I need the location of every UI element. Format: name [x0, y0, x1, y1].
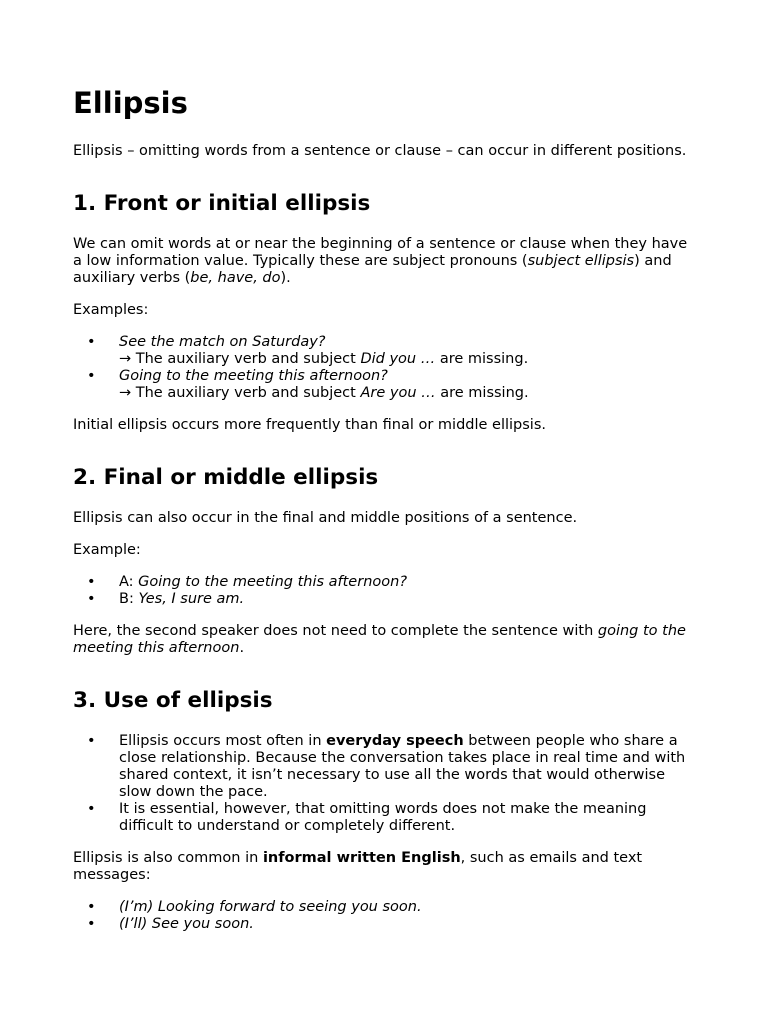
front-ellipsis-paragraph	[73, 236, 698, 287]
bullet-icon: •	[87, 916, 96, 932]
bullet-icon: •	[87, 334, 96, 350]
speaker-label: B:	[119, 591, 139, 607]
bold-run: informal written English	[262, 850, 461, 866]
front-ellipsis-closing: Initial ellipsis occurs more frequently than final or middle ellipsis.	[73, 417, 546, 433]
bullet-icon: •	[87, 574, 96, 590]
bullet-icon: •	[87, 801, 96, 817]
example-question: Going to the meeting this afternoon?	[119, 368, 388, 384]
list-item	[73, 591, 698, 608]
list-item	[73, 899, 698, 916]
text-run: are missing.	[435, 351, 529, 367]
text-run: between people who share a close relationship. Because the conversation takes place in real time and with shared context, it isn’t necessary to use all the words that would otherwise slow down the pace.	[119, 733, 686, 800]
example-note	[119, 385, 698, 402]
text-run: ) and auxiliary verbs (	[73, 253, 672, 286]
bold-run: everyday speech	[326, 733, 464, 749]
italic-run: be, have, do	[190, 270, 281, 286]
italic-run: Are you …	[360, 385, 436, 401]
dialogue-examples	[73, 574, 698, 608]
front-ellipsis-examples	[73, 334, 698, 402]
text-run: .	[239, 640, 245, 656]
intro-paragraph: Ellipsis – omitting words from a sentence or clause – can occur in different positions.	[73, 143, 687, 159]
text-run: Here, the second speaker does not need to complete the sentence with	[73, 623, 598, 639]
text-run: ).	[280, 270, 291, 286]
italic-run: going to the meeting this afternoon	[73, 623, 686, 656]
bullet-icon: •	[87, 733, 96, 749]
informal-example: (I’ll) See you soon.	[119, 916, 254, 932]
list-item	[73, 916, 698, 933]
informal-english-paragraph	[73, 850, 698, 884]
text-run: → The auxiliary verb and subject	[119, 385, 361, 401]
text-run: It is essential, however, that omitting words does not make the meaning difficult to understand or completely different.	[119, 801, 647, 834]
italic-run: Did you …	[360, 351, 436, 367]
list-item	[73, 801, 698, 835]
speaker-label: A:	[119, 574, 139, 590]
informal-example: (I’m) Looking forward to seeing you soon.	[119, 899, 422, 915]
text-run: Ellipsis is also common in	[73, 850, 263, 866]
bullet-icon: •	[87, 368, 96, 384]
section-heading-final-ellipsis: 2. Final or middle ellipsis	[73, 465, 379, 490]
example-label: Example:	[73, 542, 141, 558]
list-item	[73, 368, 698, 402]
text-run: Ellipsis occurs most often in	[119, 733, 327, 749]
examples-label: Examples:	[73, 302, 149, 318]
section-heading-use-of-ellipsis: 3. Use of ellipsis	[73, 688, 273, 713]
section-heading-front-ellipsis: 1. Front or initial ellipsis	[73, 191, 371, 216]
dialogue-line: Yes, I sure am.	[138, 591, 245, 607]
text-run: , such as emails and text messages:	[73, 850, 643, 883]
use-of-ellipsis-list	[73, 733, 698, 835]
text-run: are missing.	[435, 385, 529, 401]
document-title: Ellipsis	[73, 86, 188, 120]
final-ellipsis-closing	[73, 623, 698, 657]
informal-examples	[73, 899, 698, 933]
list-item	[73, 733, 698, 801]
italic-run: subject ellipsis	[527, 253, 635, 269]
bullet-icon: •	[87, 591, 96, 607]
dialogue-line: Going to the meeting this afternoon?	[138, 574, 408, 590]
bullet-icon: •	[87, 899, 96, 915]
list-item	[73, 334, 698, 368]
text-run: We can omit words at or near the beginning of a sentence or clause when they have a low information value. Typically these are subject pronouns (	[73, 236, 688, 269]
final-ellipsis-paragraph: Ellipsis can also occur in the final and middle positions of a sentence.	[73, 510, 578, 526]
example-note	[119, 351, 698, 368]
list-item	[73, 574, 698, 591]
example-question: See the match on Saturday?	[119, 334, 326, 350]
text-run: → The auxiliary verb and subject	[119, 351, 361, 367]
